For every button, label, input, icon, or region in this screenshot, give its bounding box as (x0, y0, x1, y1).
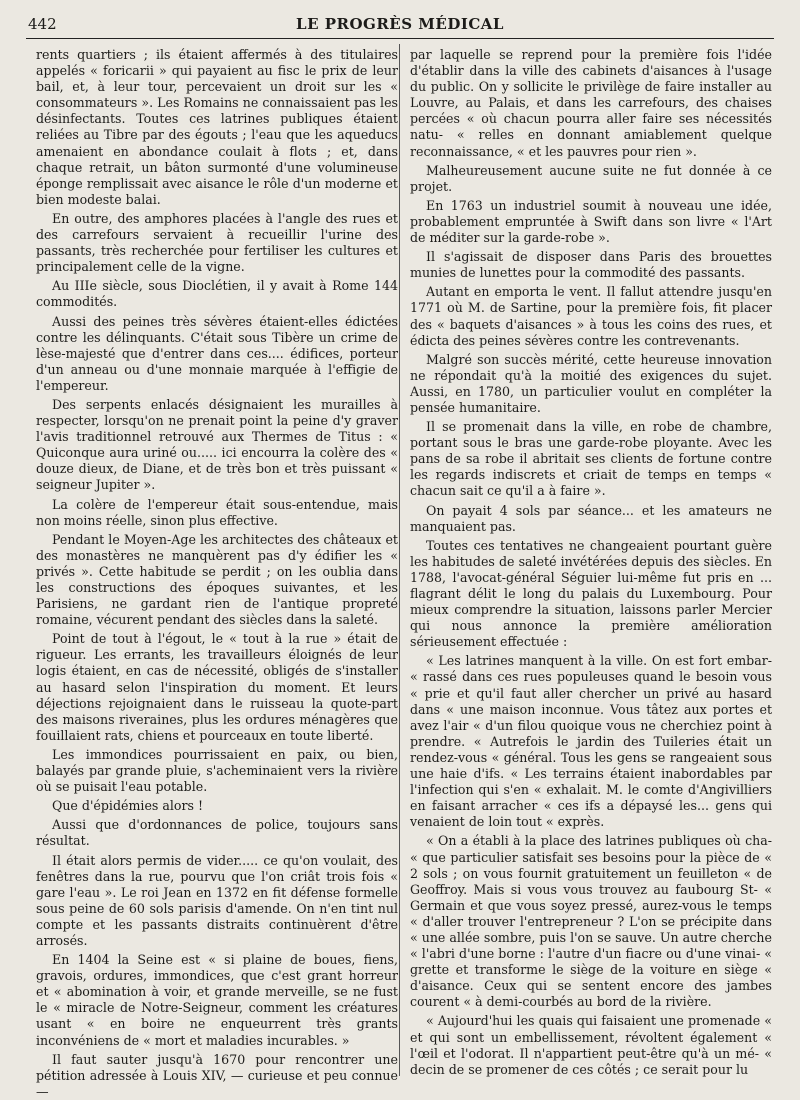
paragraph: Il faut sauter jusqu'à 1670 pour rencontrer une pétition adressée à Louis XIV, — curieuse et peu connue — (36, 1051, 398, 1099)
paragraph: Point de tout à l'égout, le « tout à la rue » était de rigueur. Les errants, les travailleurs éloignés de leur logis étaient, en cas de nécessité, obligés de s'installer au hasard selon l'inspiration du moment. Et leurs déjections rejoignaient dans le ruisseau la quote-part des maisons riveraines, plus les ordures ménagères que fouillaient rats, chiens et pourceaux en toute liberté. (36, 631, 398, 743)
paragraph: Malgré son succès mérité, cette heureuse innovation ne répondait qu'à la moitié des exigences du sujet. Aussi, en 1780, un particulier voulut en compléter la pensée humanitaire. (410, 351, 772, 415)
left-column (36, 47, 398, 1099)
paragraph: Toutes ces tentatives ne changeaient pourtant guère les habitudes de saleté invétérées depuis des siècles. En 1788, l'avocat-général Séguier lui-même fut pris en ... flagrant délit le long du palais du Luxembourg. Pour mieux comprendre la situation, laissons parler Mercier qui nous annonce la première amélioration sérieusement effectuée : (410, 537, 772, 650)
paragraph: Les immondices pourrissaient en paix, ou bien, balayés par grande pluie, s'acheminaient vers la rivière où se puisait l'eau potable. (36, 746, 398, 795)
paragraph: « Les latrines manquent à la ville. On est fort embar- « rassé dans ces rues populeuses quand le besoin vous « prie et qu'il faut aller chercher un privé au hasard dans « une maison inconnue. Vous tâtez aux portes et avez l'air « d'un filou quoique vous ne cherchiez point à prendre. « Autrefois le jardin des Tuileries était un rendez-vous « général. Tous les gens se rangeaient sous une haie d'ifs. « Les terrains étaient inabordables par l'infection qui s'en « exhalait. M. le comte d'Angivilliers en faisant arracher « ces ifs a dépaysé les... gens qui venaient de loin tout « exprès. (410, 653, 772, 830)
paragraph: En 1763 un industriel soumit à nouveau une idée, probablement empruntée à Swift dans son livre « l'Art de méditer sur la garde-robe ». (410, 197, 772, 246)
page-header (28, 12, 772, 36)
paragraph: En outre, des amphores placées à l'angle des rues et des carrefours servaient à recueillir l'urine des passants, très recherchée pour fertiliser les cultures et principalement celle de la vigne. (36, 210, 398, 275)
paragraph: Aussi des peines très sévères étaient-elles édictées contre les délinquants. C'était sous Tibère un crime de lèse-majesté que d'entrer dans ces.... édifices, porteur d'un anneau ou d'une monnaie marquée à l'effigie de l'empereur. (36, 313, 398, 393)
journal-title: LE PROGRÈS MÉDICAL (296, 15, 504, 33)
paragraph: « Aujourd'hui les quais qui faisaient une promenade « et qui sont un embellissement, révoltent également « l'œil et l'odorat. Il n'appartient peut-être qu'à un mé- « decin de se promener de ces côtés ; ce serait pour lu (410, 1013, 772, 1077)
paragraph: Que d'épidémies alors ! (52, 798, 204, 814)
paragraph: Il se promenait dans la ville, en robe de chambre, portant sous le bras une garde-robe ployante. Avec les pans de sa robe il abritait ses clients de fortune contre les regards indiscrets et criait de temps en temps « chacun sait ce qu'il a à faire ». (410, 419, 772, 499)
paragraph: Au IIIe siècle, sous Dioclétien, il y avait à Rome 144 commodités. (36, 278, 398, 310)
paragraph: Des serpents enlacés désignaient les murailles à respecter, lorsqu'on ne prenait point la peine d'y graver l'avis traditionnel retrouvé aux Thermes de Titus : « Quiconque aura uriné ou..... ici encourra la colère des « douze dieux, de Diane, et de très bon et très puissant « seigneur Jupiter ». (36, 396, 398, 493)
paragraph: Autant en emporta le vent. Il fallut attendre jusqu'en 1771 où M. de Sartine, pour la première fois, fit placer des « baquets d'aisances » à tous les coins des rues, et édicta des peines sévères contre les contrevenants. (410, 284, 772, 348)
column-divider (399, 44, 400, 1076)
right-column (410, 47, 772, 1077)
paragraph: La colère de l'empereur était sous-entendue, mais non moins réelle, sinon plus effective. (36, 496, 398, 528)
paragraph: par laquelle se reprend pour la première fois l'idée d'établir dans la ville des cabinets d'aisances à l'usage du public. On y sollicite le privilège de faire installer au Louvre, au Palais, et dans les carrefours, des chaises percées « où chacun pourra aller faire ses nécessités natu- « relles en donnant amiablement quelque reconnaissance, « et les pauvres pour rien ». (410, 47, 772, 159)
paragraph: « On a établi à la place des latrines publiques où cha- « que particulier satisfait ses besoins pour la pièce de « 2 sols ; on vous fournit gratuitement un feuilleton « de Geoffroy. Mais si vous vous trouvez au faubourg St- « Germain et que vous soyez pressé, aurez-vous le temps « d'aller trouver l'entrepreneur ? L'on se précipite dans « une allée sombre, puis l'on se sauve. Un autre cherche « l'abri d'une borne : l'autre d'un fiacre ou d'une vinai- « grette et transforme le siège de la voiture en siège « d'aisance. Ceux qui se sentent encore des jambes courent « à demi-courbés au bord de la rivière. (410, 833, 772, 1010)
header-rule (26, 38, 774, 39)
paragraph: En 1404 la Seine est « si plaine de boues, fiens, gravois, ordures, immondices, que c'est grant horreur et « abomination à voir, et grande merveille, se ne fust le « miracle de Notre-Seigneur, comment les créatures usant « en boire ne enqueurrent très grants inconvéniens de « mort et maladies incurables. » (36, 952, 398, 1048)
paragraph: Il s'agissait de disposer dans Paris des brouettes munies de lunettes pour la commodité des passants. (410, 249, 772, 281)
paragraph: Il était alors permis de vider..... ce qu'on voulait, des fenêtres dans la rue, pourvu que l'on criât trois fois « gare l'eau ». Le roi Jean en 1372 en fit défense formelle sous peine de 60 sols parisis d'amende. On n'en tint nul compte et les passants distraits continuèrent d'être arrosés. (36, 852, 398, 948)
paragraph: On payait 4 sols par séance... et les amateurs ne manquaient pas. (410, 502, 772, 534)
page-number: 442 (28, 15, 57, 33)
paragraph: Pendant le Moyen-Age les architectes des châteaux et des monastères ne manquèrent pas d'y édifier les « privés ». Cette habitude se perdit ; on les oublia dans les constructions des époques suivantes, et les Parisiens, ne gardant rien de l'antique propreté romaine, vécurent pendant des siècles dans la saleté. (36, 531, 398, 628)
paragraph: Aussi que d'ordonnances de police, toujours sans résultat. (36, 817, 398, 849)
paragraph: Malheureusement aucune suite ne fut donnée à ce projet. (410, 162, 772, 194)
paragraph: rents quartiers ; ils étaient affermés à des titulaires appelés « foricarii » qui payaient au fisc le prix de leur bail, et, à leur tour, percevaient un droit sur les « consommateurs ». Les Romains ne connaissaient pas les désinfectants. Toutes ces latrines publiques étaient reliées au Tibre par des égouts ; l'eau que les aqueducs amenaient en abondance coulait à flots ; et, dans chaque retrait, un bâton surmonté d'une volumineuse éponge remplissait avec aisance le rôle d'un moderne et bien modeste balai. (36, 47, 398, 207)
